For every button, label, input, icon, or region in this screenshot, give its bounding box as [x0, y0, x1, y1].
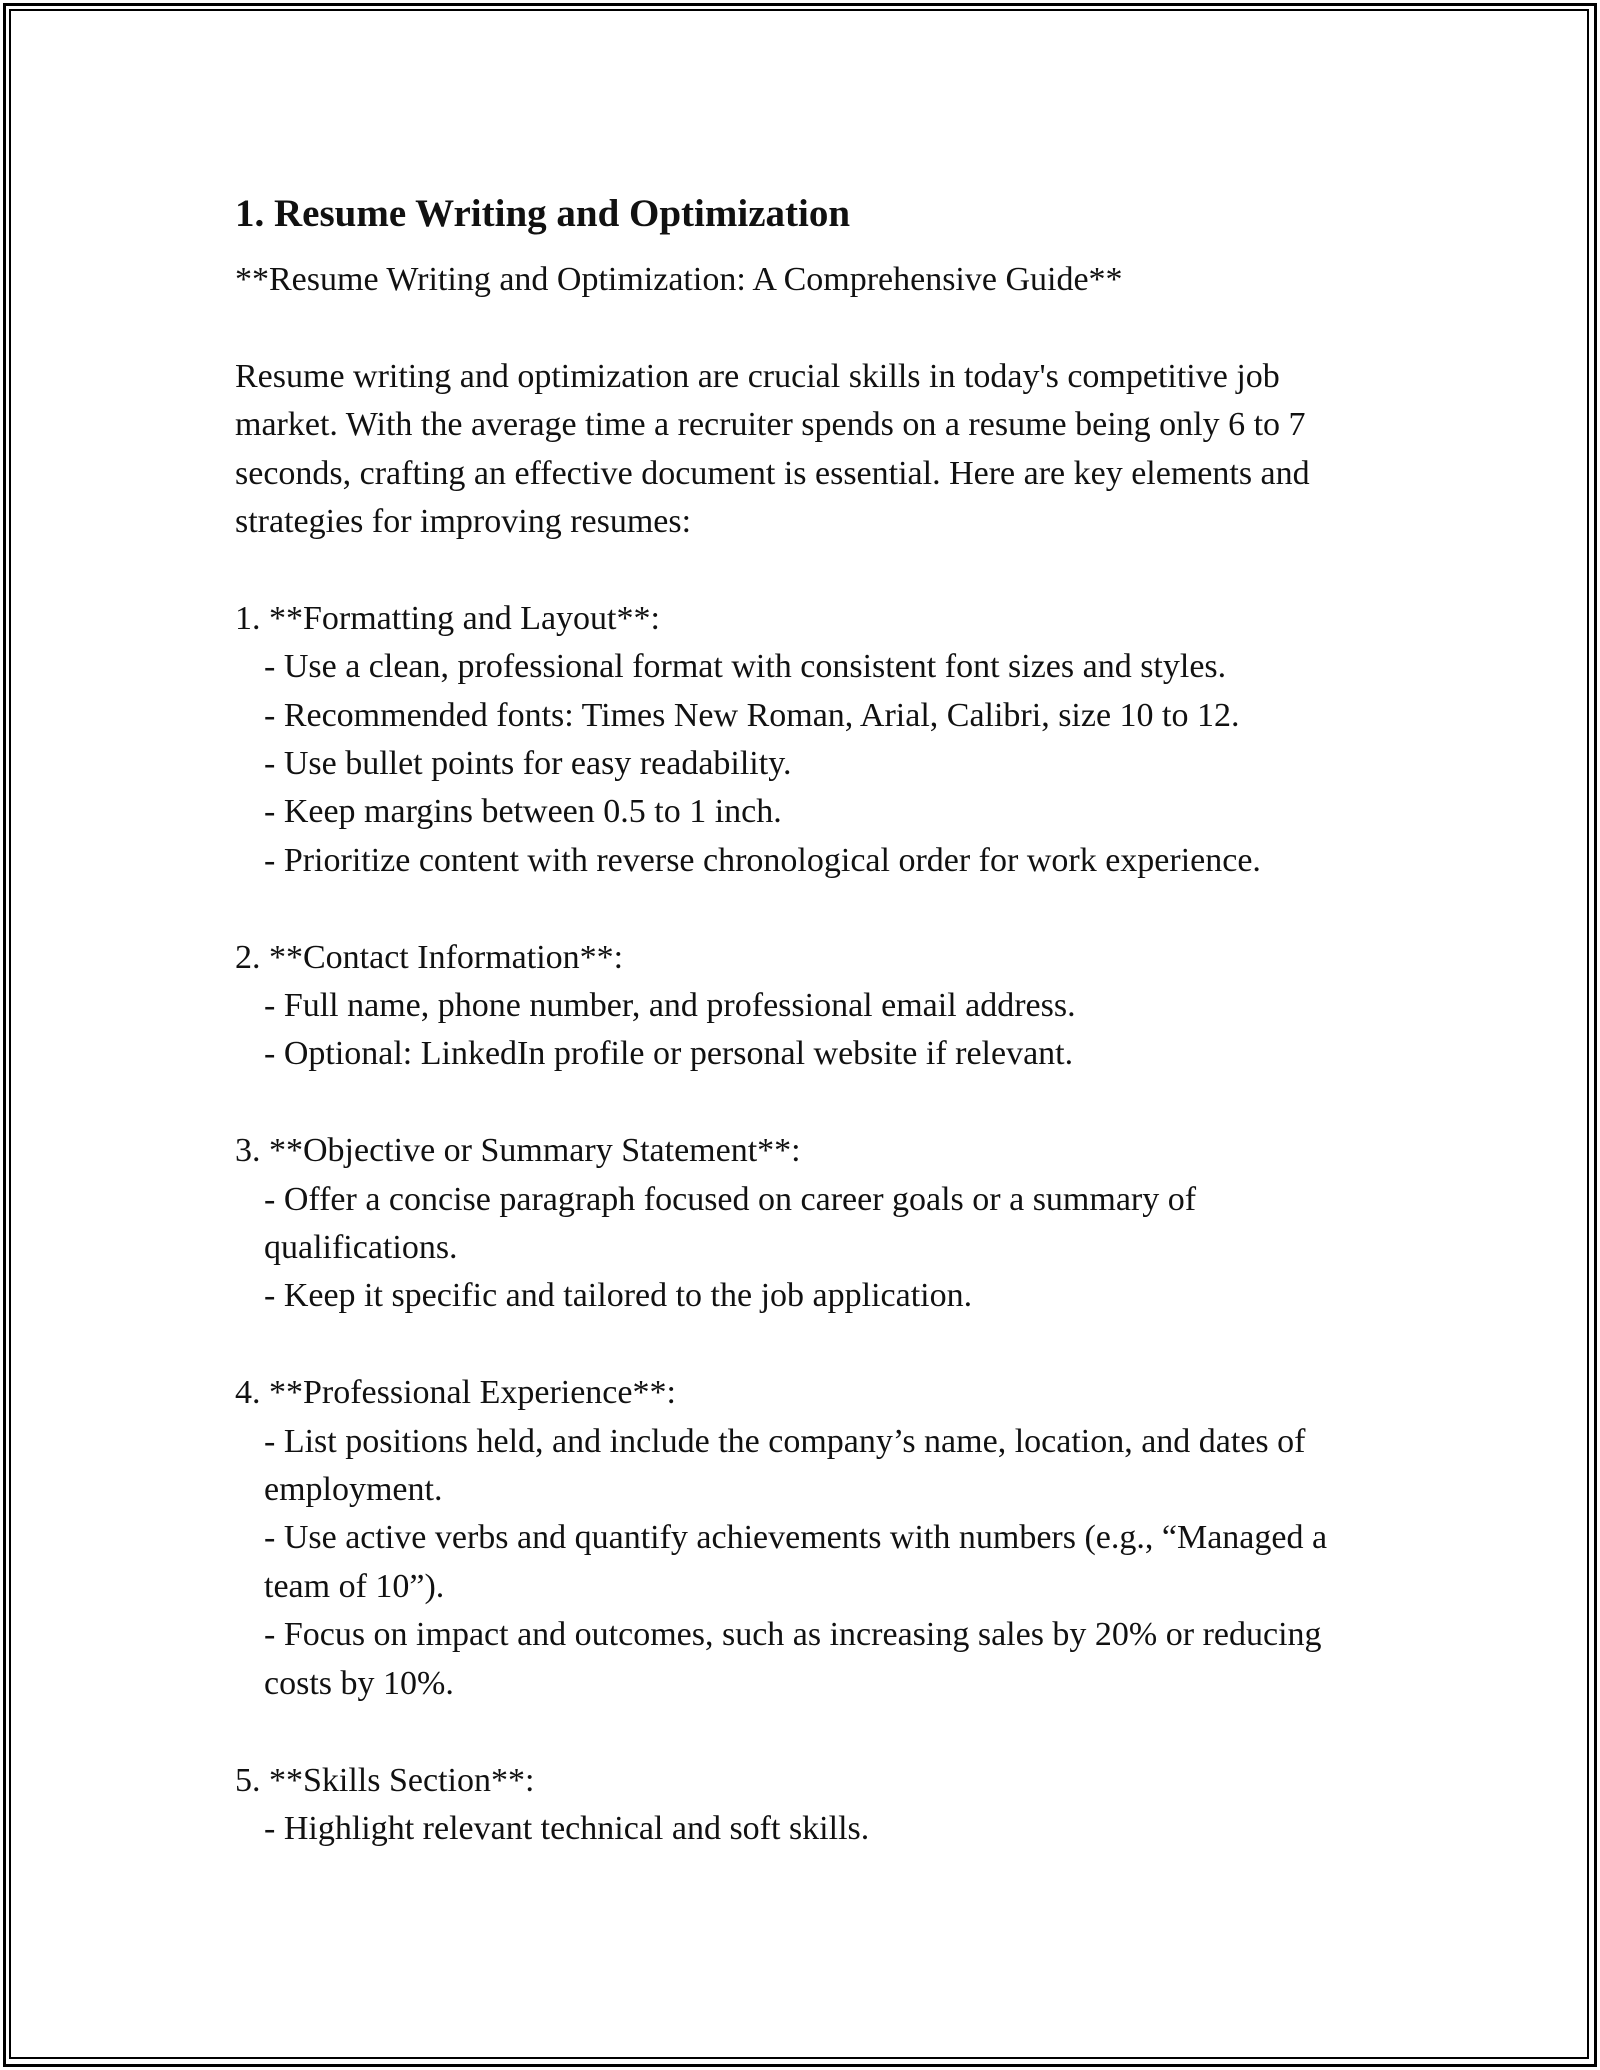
section-heading: 2. **Contact Information**: [235, 938, 624, 976]
section-heading: 4. **Professional Experience**: [235, 1374, 676, 1412]
list-item: - Use a clean, professional format with consistent font sizes and styles. [264, 648, 1227, 686]
list-item: - Recommended fonts: Times New Roman, Arial, Calibri, size 10 to 12. [264, 696, 1240, 734]
list-item: - Highlight relevant technical and soft skills. [264, 1809, 870, 1847]
list-item: - Keep it specific and tailored to the job application. [264, 1277, 973, 1315]
spacer [235, 1079, 1385, 1127]
document-body [235, 184, 1385, 1853]
spacer [235, 1321, 1385, 1369]
page-title: 1. Resume Writing and Optimization [235, 192, 851, 235]
spacer [235, 546, 1385, 594]
spacer [235, 885, 1385, 933]
document-subtitle: **Resume Writing and Optimization: A Comprehensive Guide** [235, 261, 1123, 298]
section-heading: 1. **Formatting and Layout**: [235, 599, 660, 637]
list-item: - Optional: LinkedIn profile or personal website if relevant. [264, 1035, 1074, 1073]
intro-paragraph: Resume writing and optimization are crucial skills in today's competitive job market. With the average time a recruiter spends on a resume being only 6 to 7 seconds, crafting an effective document is essential. Here are key elements and strategies for improving resumes: [235, 357, 1319, 541]
list-item: - Prioritize content with reverse chronological order for work experience. [264, 841, 1261, 879]
section-heading: 5. **Skills Section**: [235, 1761, 535, 1799]
list-item: - Use bullet points for easy readability. [264, 745, 792, 783]
list-item: - List positions held, and include the company’s name, location, and dates of employment. [264, 1422, 1314, 1509]
list-item: - Focus on impact and outcomes, such as increasing sales by 20% or reducing costs by 10%. [264, 1616, 1331, 1702]
section-heading: 3. **Objective or Summary Statement**: [235, 1132, 801, 1170]
spacer [235, 304, 1385, 352]
list-item: - Keep margins between 0.5 to 1 inch. [264, 793, 782, 831]
list-item: - Use active verbs and quantify achievements with numbers (e.g., “Managed a team of 10”). [264, 1519, 1336, 1605]
list-item: - Full name, phone number, and professional email address. [264, 987, 1076, 1025]
list-item: - Offer a concise paragraph focused on career goals or a summary of qualifications. [264, 1180, 1205, 1267]
spacer [235, 1708, 1385, 1756]
